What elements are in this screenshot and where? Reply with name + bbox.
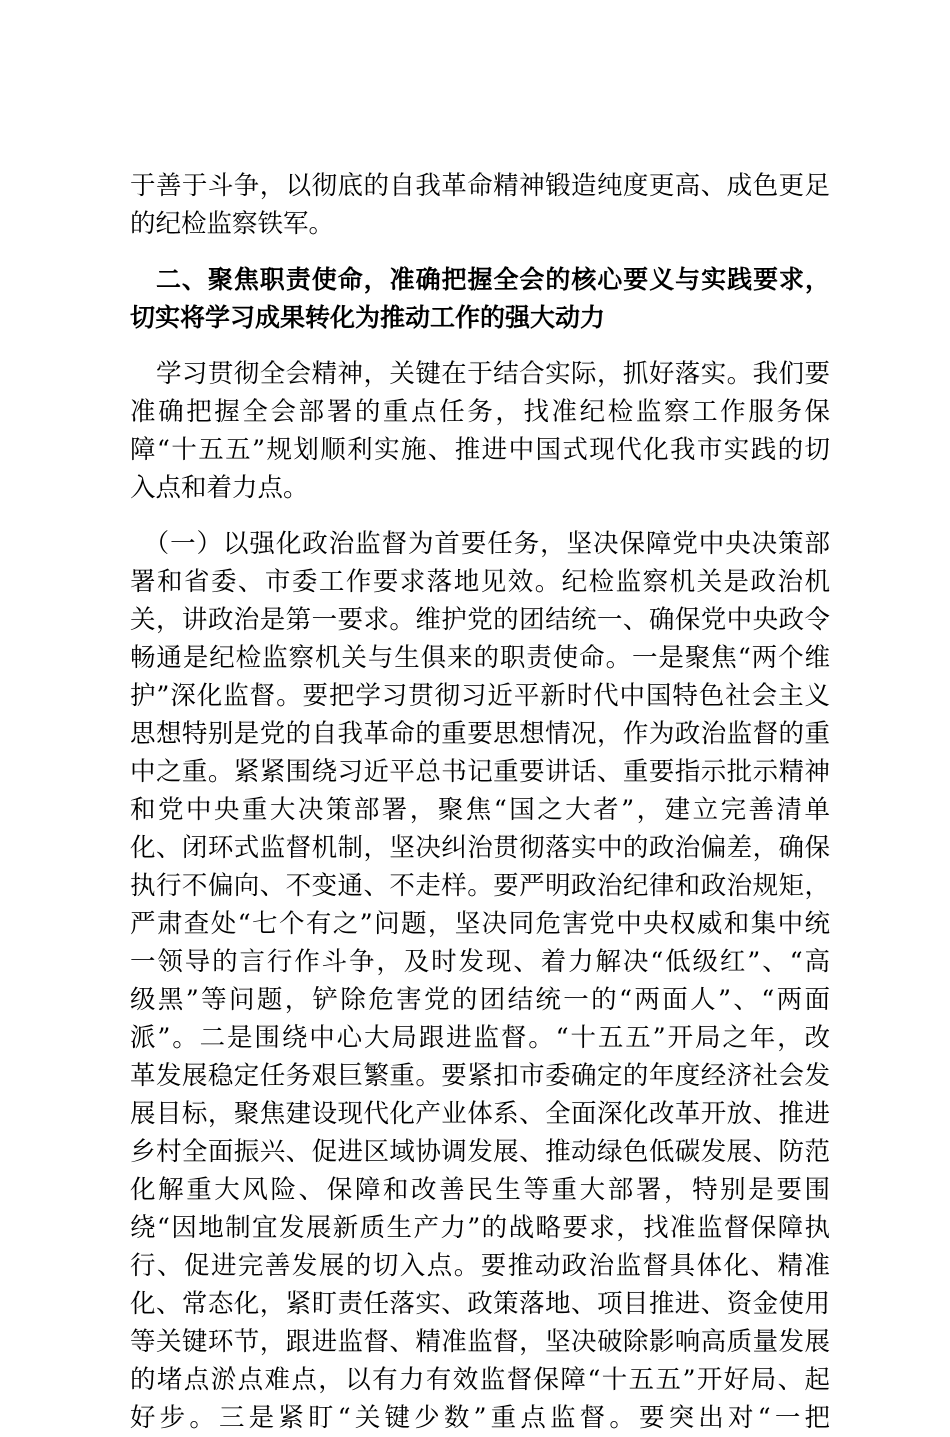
paragraph-subsection-1 [130, 525, 830, 1437]
paragraph-intro [130, 355, 830, 507]
text-line: 学习贯彻全会精神，关键在于结合实际，抓好落实。我们要 [130, 359, 830, 389]
text-line: 的堵点淤点难点，以有力有效监督保障“十五五”开好局、起 [130, 1365, 830, 1395]
text-line: 障“十五五”规划顺利实施、推进中国式现代化我市实践的切 [130, 435, 830, 465]
text-line: 严肃查处“七个有之”问题，坚决同危害党中央权威和集中统 [130, 909, 830, 939]
text-line: 护”深化监督。要把学习贯彻习近平新时代中国特色社会主义 [130, 681, 830, 711]
text-line: 展目标，聚焦建设现代化产业体系、全面深化改革开放、推进 [130, 1099, 830, 1129]
text-line: 关，讲政治是第一要求。维护党的团结统一、确保党中央政令 [130, 605, 830, 635]
text-line: 思想特别是党的自我革命的重要思想情况，作为政治监督的重 [130, 719, 830, 749]
text-line: 级黑”等问题，铲除危害党的团结统一的“两面人”、“两面 [130, 985, 830, 1015]
text-line: 执行不偏向、不变通、不走样。要严明政治纪律和政治规矩， [130, 871, 830, 901]
text-line: 于善于斗争，以彻底的自我革命精神锻造纯度更高、成色更足 [130, 171, 830, 201]
text-line: 和党中央重大决策部署，聚焦“国之大者”，建立完善清单 [130, 795, 830, 825]
text-line: 派”。二是围绕中心大局跟进监督。“十五五”开局之年，改 [130, 1023, 830, 1053]
document-page [130, 167, 830, 1437]
text-line: 好步。三是紧盯“关键少数”重点监督。要突出对“一把 [130, 1403, 830, 1433]
heading-line: 切实将学习成果转化为推动工作的强大动力 [130, 303, 606, 332]
text-line: 署和省委、市委工作要求落地见效。纪检监察机关是政治机 [130, 567, 830, 597]
text-line: 等关键环节，跟进监督、精准监督，坚决破除影响高质量发展 [130, 1327, 830, 1357]
heading-line: 二、聚焦职责使命，准确把握全会的核心要义与实践要求， [130, 265, 830, 294]
text-line: 一领导的言行作斗争，及时发现、着力解决“低级红”、“高 [130, 947, 830, 977]
text-line: 的纪检监察铁军。 [130, 209, 335, 239]
paragraph-continuation [130, 167, 830, 243]
text-line: 化、闭环式监督机制，坚决纠治贯彻落实中的政治偏差，确保 [130, 833, 830, 863]
text-line: 乡村全面振兴、促进区域协调发展、推动绿色低碳发展、防范 [130, 1137, 830, 1167]
text-line: 行、促进完善发展的切入点。要推动政治监督具体化、精准 [130, 1251, 830, 1281]
text-line: 准确把握全会部署的重点任务，找准纪检监察工作服务保 [130, 397, 830, 427]
text-line: 中之重。紧紧围绕习近平总书记重要讲话、重要指示批示精神 [130, 757, 830, 787]
text-line: 入点和着力点。 [130, 473, 309, 503]
text-line: （一）以强化政治监督为首要任务，坚决保障党中央决策部 [130, 529, 830, 559]
text-line: 畅通是纪检监察机关与生俱来的职责使命。一是聚焦“两个维 [130, 643, 830, 673]
text-line: 绕“因地制宜发展新质生产力”的战略要求，找准监督保障执 [130, 1213, 830, 1243]
text-line: 革发展稳定任务艰巨繁重。要紧扣市委确定的年度经济社会发 [130, 1061, 830, 1091]
text-line: 化解重大风险、保障和改善民生等重大部署，特别是要围 [130, 1175, 830, 1205]
text-line: 化、常态化，紧盯责任落实、政策落地、项目推进、资金使用 [130, 1289, 830, 1319]
section-heading [130, 261, 830, 337]
